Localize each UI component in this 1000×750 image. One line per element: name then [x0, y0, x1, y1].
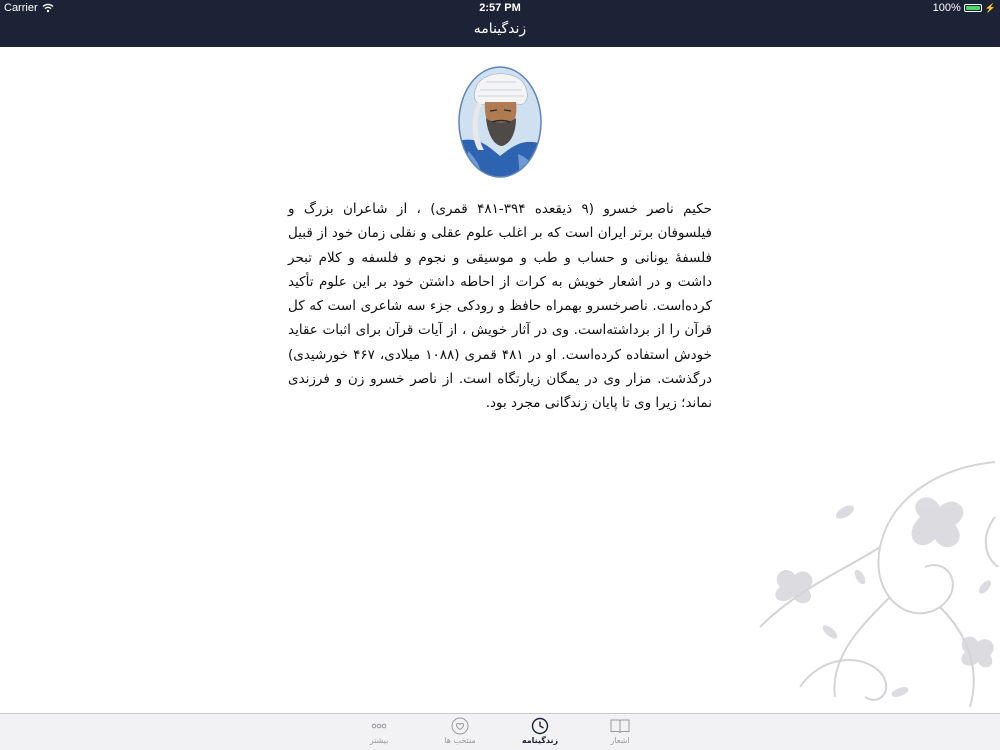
tab-poems[interactable] — [580, 717, 660, 749]
biography-content[interactable] — [0, 47, 1000, 713]
book-icon — [609, 717, 631, 735]
floral-ornament-image — [740, 457, 1000, 713]
clock-icon — [529, 717, 551, 735]
tab-biography[interactable] — [500, 717, 580, 749]
tab-more[interactable] — [339, 717, 419, 749]
tab-more-label: بیشتر — [369, 736, 389, 745]
navigation-bar — [0, 16, 1000, 47]
tab-biography-label: زندگینامه — [521, 736, 559, 745]
charging-bolt-icon: ⚡ — [984, 2, 996, 13]
tab-favorites[interactable] — [420, 717, 500, 749]
tab-bar — [0, 713, 1000, 750]
tab-favorites-label: منتخب ها — [444, 736, 476, 745]
page-title: زندگینامه — [473, 21, 527, 37]
battery-percent: 100% — [932, 2, 961, 14]
carrier-label: Carrier — [4, 2, 38, 14]
more-icon — [368, 717, 390, 735]
tab-poems-label: اشعار — [610, 736, 630, 745]
battery-icon — [964, 4, 982, 12]
battery-indicator — [933, 2, 996, 14]
status-bar — [0, 0, 1000, 16]
biography-text: حکیم ناصر خسرو (۹ ذیقعده ۳۹۴-۴۸۱ قمری) ، از شاعران بزرگ و فیلسوفان برتر ایران است که بر اغلب علوم عقلی و نقلی زمان خود از قبیل فلسفهٔ یونانی و حساب و طب و موسیقی و نجوم و فلسفه و کلام تبحر داشت و در اشعار خویش به کرات از احاطه داشتن خود بر این علوم تأکید کرده‌است. ناصرخسرو بهمراه حافظ و رودکی جزء سه شاعری است که کل قرآن را از برداشته‌است. وی در آثار خویش ، از آیات قرآن برای اثبات عقاید خودش استفاده کرده‌است. او در ۴۸۱ قمری (۱۰۸۸ میلادی، ۴۶۷ خورشیدی) درگذشت. مزار وی در یمگان زیارتگاه است. از ناصر خسرو زن و فرزندی نماند؛ زیرا وی تا پایان زندگانی مجرد بود. — [288, 201, 713, 412]
poet-portrait-image — [458, 66, 542, 178]
clock-time: 2:57 PM — [479, 2, 521, 14]
heart-icon — [449, 717, 471, 735]
